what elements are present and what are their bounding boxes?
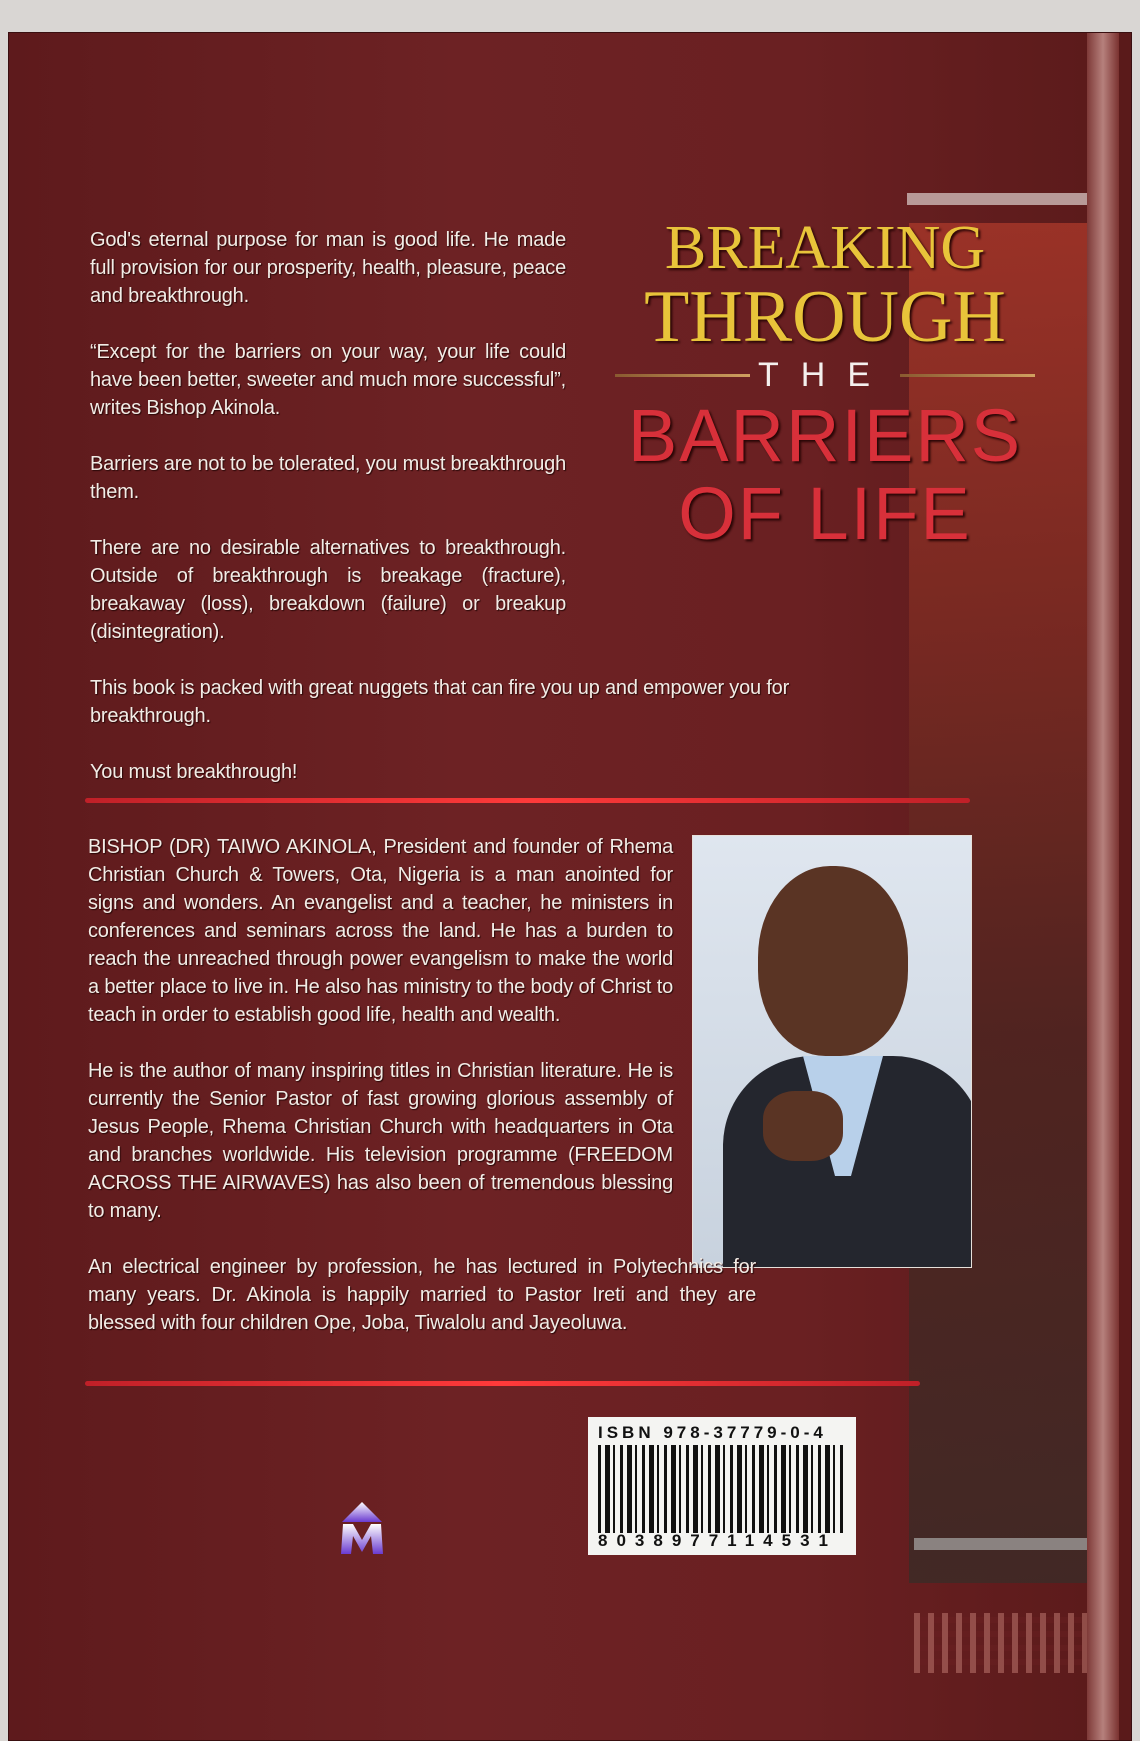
bio-paragraph: He is the author of many inspiring titles in Christian literature. He is currently the Senior Pastor of fast growing glorious assembly of Jesus People, Rhema Christian Church with headquarters in Ota and branches worldwide. His television programme (FREEDOM ACROSS THE AIRWAVES) has also been of tremendous blessing to many. [88,1060,673,1222]
blurb-paragraph: “Except for the barriers on your way, your life could have been better, sweeter and much more successful”, writes Bishop Akinola. [90,341,566,419]
decorative-bar [907,193,1087,205]
title-line: BREAKING [664,214,986,282]
divider [85,1381,920,1386]
author-photo [692,835,972,1268]
blurb [90,226,790,814]
title-the: THE [758,356,892,394]
isbn-barcode [588,1417,856,1555]
decorative-pattern [914,1613,1104,1673]
decorative-bar [914,1538,1089,1550]
bio-paragraph: BISHOP (DR) TAIWO AKINOLA, President and founder of Rhema Christian Church & Towers, Ota, Nigeria is a man anointed for signs and wonders. An evangelist and a teacher, he ministers in conferences and seminars across the land. He has a burden to reach the unreached through power evangelism to make the world a better place to live in. He also has ministry to the body of Christ to teach in order to establish good life, health and wealth. [88,836,673,1026]
divider [85,798,970,803]
bio-paragraph: An electrical engineer by profession, he has lectured in Polytechnics for many years. Dr. Akinola is happily married to Pastor Ireti and they are blessed with four children Ope, Joba, Tiwalolu and Jayeoluwa. [88,1256,756,1334]
book-title [615,215,1035,553]
blurb-paragraph: There are no desirable alternatives to breakthrough. Outside of breakthrough is breakage (fracture), breakaway (loss), breakdown (failure) or breakup (disintegration). [90,537,566,643]
spine-edge [1087,33,1119,1740]
barcode-bars [598,1445,846,1533]
blurb-paragraph: God's eternal purpose for man is good life. He made full provision for our prosperity, health, pleasure, peace and breakthrough. [90,229,566,307]
title-line: BARRIERS [627,394,1023,477]
photo-hand [763,1091,843,1161]
author-bio [88,833,756,1365]
title-line: OF LIFE [678,472,972,555]
barcode-digits: 8038977114531 [598,1531,837,1550]
blurb-paragraph: You must breakthrough! [90,761,298,783]
publisher-logo-icon [337,1500,387,1555]
title-line: THROUGH [644,276,1006,358]
photo-face [758,866,908,1056]
blurb-paragraph: Barriers are not to be tolerated, you must breakthrough them. [90,453,566,503]
blurb-paragraph: This book is packed with great nuggets that can fire you up and empower you for breakthrough. [90,677,790,727]
title-line [615,353,1035,397]
isbn-text: ISBN 978-37779-0-4 [598,1423,827,1442]
